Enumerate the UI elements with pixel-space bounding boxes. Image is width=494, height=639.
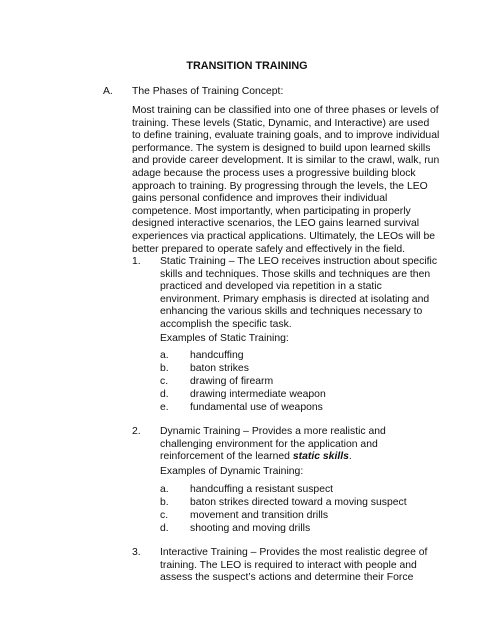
list-item-letter: e. bbox=[160, 402, 169, 413]
item-line: Interactive Training – Provides the most realistic degree of bbox=[160, 547, 428, 558]
list-item: movement and transition drills bbox=[190, 510, 329, 521]
list-item-letter: b. bbox=[160, 363, 169, 374]
examples-label-dynamic: Examples of Dynamic Training: bbox=[160, 466, 304, 477]
intro-line: performance. The system is designed to build upon learned skills bbox=[132, 142, 431, 154]
item-dynamic-training bbox=[160, 426, 432, 464]
intro-line: designed interactive scenarios, the LEO gains learned survival bbox=[132, 218, 420, 230]
list-item-letter: d. bbox=[160, 523, 169, 534]
item-line-suffix: . bbox=[348, 451, 352, 463]
list-item-letter: b. bbox=[160, 497, 169, 508]
item-line: accomplish the specific task. bbox=[160, 318, 292, 330]
item-number-dynamic: 2. bbox=[132, 426, 141, 437]
examples-label-static: Examples of Static Training: bbox=[160, 333, 289, 344]
list-item-letter: c. bbox=[160, 376, 169, 387]
intro-paragraph bbox=[132, 105, 440, 256]
intro-line: competence. Most importantly, when participating in properly bbox=[132, 205, 411, 217]
section-letter: A. bbox=[103, 86, 113, 97]
intro-line: experiences via practical applications. Ultimately, the LEOs will be bbox=[132, 230, 436, 242]
list-item-letter: d. bbox=[160, 389, 169, 400]
list-item-letter: a. bbox=[160, 484, 169, 495]
list-item: baton strikes directed toward a moving suspect bbox=[190, 497, 407, 508]
item-line: training. The LEO is required to interact with people and bbox=[160, 559, 417, 571]
item-number-static: 1. bbox=[132, 256, 141, 267]
item-line: Static Training – The LEO receives instruction about specific bbox=[160, 256, 438, 267]
list-item: handcuffing bbox=[190, 350, 244, 361]
emphasis-static-skills: static skills bbox=[292, 451, 349, 463]
intro-line: approach to training. By progressing through the levels, the LEO bbox=[132, 180, 428, 192]
item-line-prefix: reinforcement of the learned bbox=[160, 451, 293, 463]
item-line: skills and techniques. Those skills and techniques are then bbox=[160, 268, 431, 280]
list-item: fundamental use of weapons bbox=[190, 402, 323, 413]
item-interactive-training bbox=[160, 547, 432, 585]
item-line: practiced and developed via repetition in a static bbox=[160, 281, 382, 293]
list-item-letter: a. bbox=[160, 350, 169, 361]
item-number-interactive: 3. bbox=[132, 547, 141, 558]
list-item-letter: c. bbox=[160, 510, 169, 521]
list-item: shooting and moving drills bbox=[190, 523, 311, 534]
item-line: enhancing the various skills and techniques necessary to bbox=[160, 306, 423, 318]
document-title: TRANSITION TRAINING bbox=[186, 60, 308, 72]
list-item: drawing intermediate weapon bbox=[190, 389, 326, 400]
intro-line: and provide career development. It is similar to the crawl, walk, run bbox=[132, 155, 440, 167]
list-item: baton strikes bbox=[190, 363, 249, 374]
item-line: assess the suspect’s actions and determine their Force bbox=[160, 572, 414, 584]
item-line: Dynamic Training – Provides a more realistic and bbox=[160, 426, 386, 437]
section-heading: The Phases of Training Concept: bbox=[132, 86, 284, 97]
item-line: challenging environment for the application and bbox=[160, 438, 378, 450]
item-static-training bbox=[160, 256, 438, 332]
intro-line: Most training can be classified into one of three phases or levels of bbox=[132, 105, 439, 116]
list-item: handcuffing a resistant suspect bbox=[190, 484, 334, 495]
item-line: environment. Primary emphasis is directed at isolating and bbox=[160, 293, 430, 305]
intro-line: gains personal confidence and improves their individual bbox=[132, 193, 388, 205]
intro-line: better prepared to operate safely and effectively in the field. bbox=[132, 243, 406, 255]
intro-line: to define training, evaluate training goals, and to improve individual bbox=[132, 130, 440, 142]
intro-line: training. These levels (Static, Dynamic, and Interactive) are used bbox=[132, 117, 430, 129]
intro-line: adage because the process uses a progressive building block bbox=[132, 167, 416, 179]
item-line-emphasis bbox=[160, 451, 432, 464]
list-item: drawing of firearm bbox=[190, 376, 274, 387]
